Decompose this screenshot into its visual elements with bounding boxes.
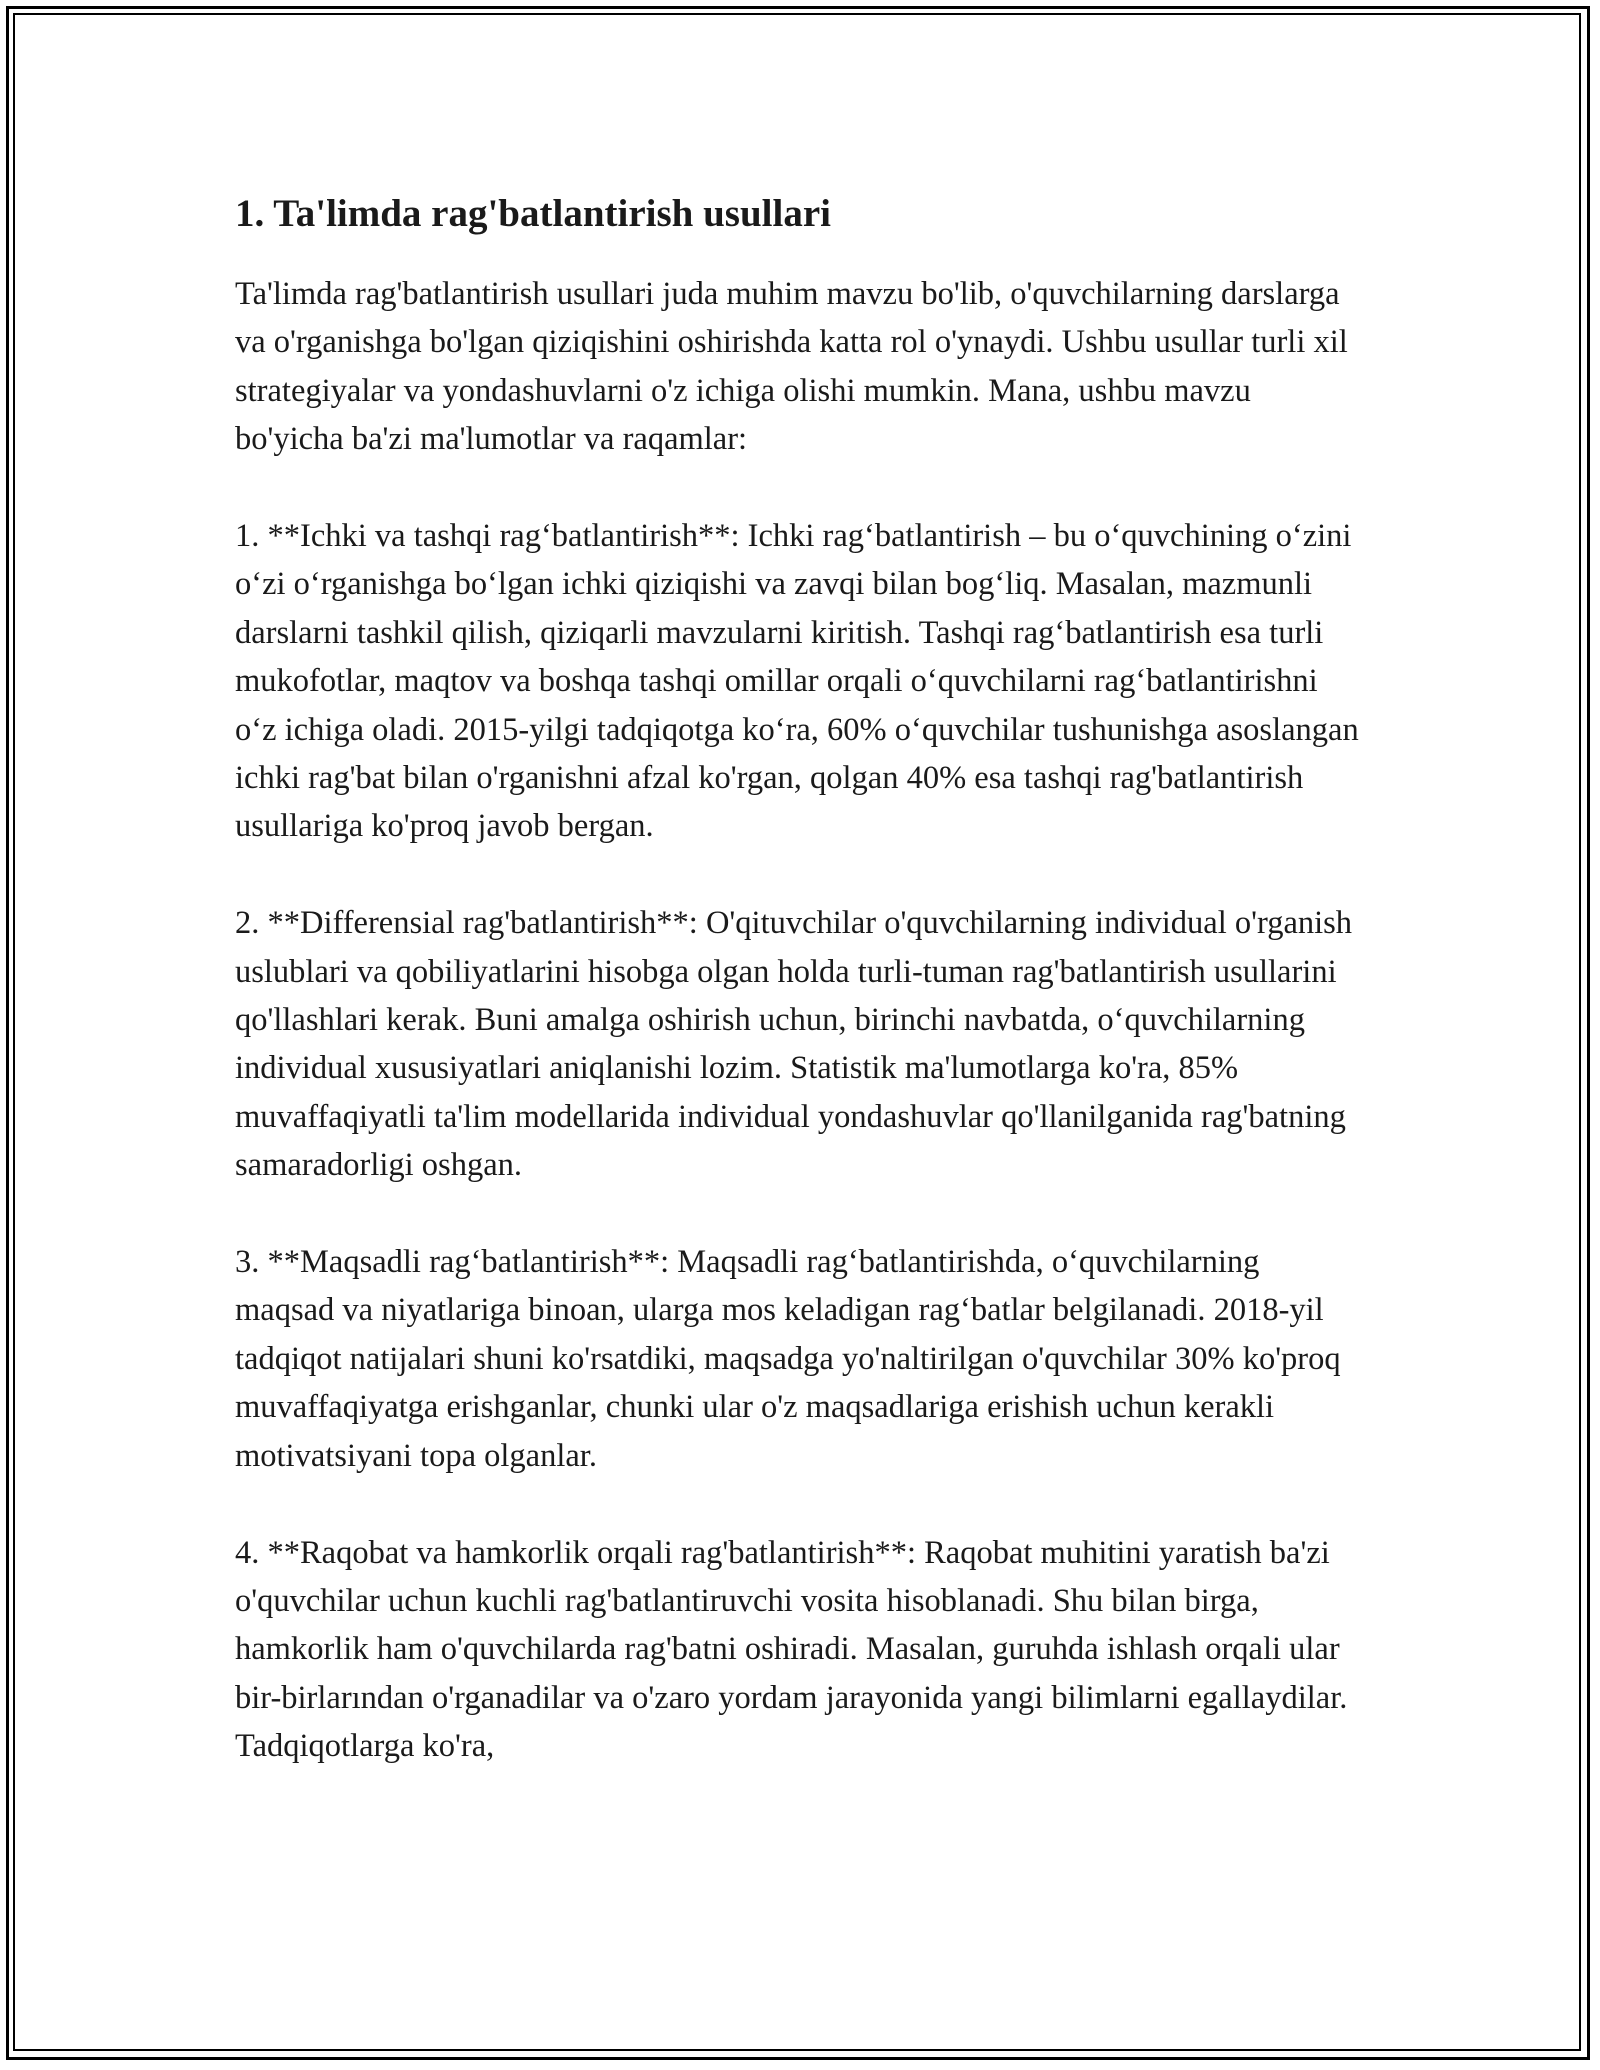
paragraph-differential-motivation: 2. **Differensial rag'batlantirish**: O'qituvchilar o'quvchilarning individual o'rganish uslublari va qobiliyatlarini hisobga olgan holda turli-tuman rag'batlantirish usullarini qo'llashlari kerak. Buni amalga oshirish uchun, birinchi navbatda, o‘quvchilarning individual xususiyatlari aniqlanishi lozim. Statistik ma'lumotlarga ko'ra, 85% muvaffaqiyatli ta'lim modellarida individual yondashuvlar qo'llanilganida rag'batning samaradorligi oshgan. — [235, 905, 1353, 1184]
paragraph-competition-cooperation: 4. **Raqobat va hamkorlik orqali rag'batlantirish**: Raqobat muhitini yaratish ba'zi o'quvchilar uchun kuchli rag'batlantiruvchi vosita hisoblanadi. Shu bilan birga, hamkorlik ham o'quvchilarda rag'batni oshiradi. Masalan, guruhda ishlash orqali ular bir-birlarından o'rganadilar va o'zaro yordam jarayonida yangi bilimlarni egallaydilar. Tadqiqotlarga ko'ra, — [235, 1534, 1348, 1765]
intro-paragraph: Ta'limda rag'batlantirish usullari juda muhim mavzu bo'lib, o'quvchilarning darslarga va o'rganishga bo'lgan qiziqishini oshirishda katta rol o'ynaydi. Ushbu usullar turli xil strategiyalar va yondashuvlarni o'z ichiga olishi mumkin. Mana, ushbu mavzu bo'yicha ba'zi ma'lumotlar va raqamlar: — [235, 276, 1348, 458]
paragraph-goal-motivation: 3. **Maqsadli rag‘batlantirish**: Maqsadli rag‘batlantirishda, o‘quvchilarning maqsad va niyatlariga binoan, ularga mos keladigan rag‘batlar belgilanadi. 2018-yil tadqiqot natijalari shuni ko'rsatdiki, maqsadga yo'naltirilgan o'quvchilar 30% ko'proq muvaffaqiyatga erishganlar, chunki ular o'z maqsadlariga erishish uchun kerakli motivatsiyani topa olganlar. — [235, 1244, 1341, 1474]
document-body — [235, 188, 1365, 1819]
document-title: 1. Ta'limda rag'batlantirish usullari — [235, 192, 831, 235]
paragraph-internal-external-motivation: 1. **Ichki va tashqi rag‘batlantirish**: Ichki rag‘batlantirish – bu o‘quvchining o‘zini o‘zi o‘rganishga bo‘lgan ichki qiziqishi va zavqi bilan bog‘liq. Masalan, mazmunli darslarni tashkil qilish, qiziqarli mavzularni kiritish. Tashqi rag‘batlantirish esa turli mukofotlar, maqtov va boshqa tashqi omillar orqali o‘quvchilarni rag‘batlantirishni o‘z ichiga oladi. 2015-yilgi tadqiqotga ko‘ra, 60% o‘quvchilar tushunishga asoslangan ichki rag'bat bilan o'rganishni afzal ko'rgan, qolgan 40% esa tashqi rag'batlantirish usullariga ko'proq javob bergan. — [235, 518, 1359, 845]
